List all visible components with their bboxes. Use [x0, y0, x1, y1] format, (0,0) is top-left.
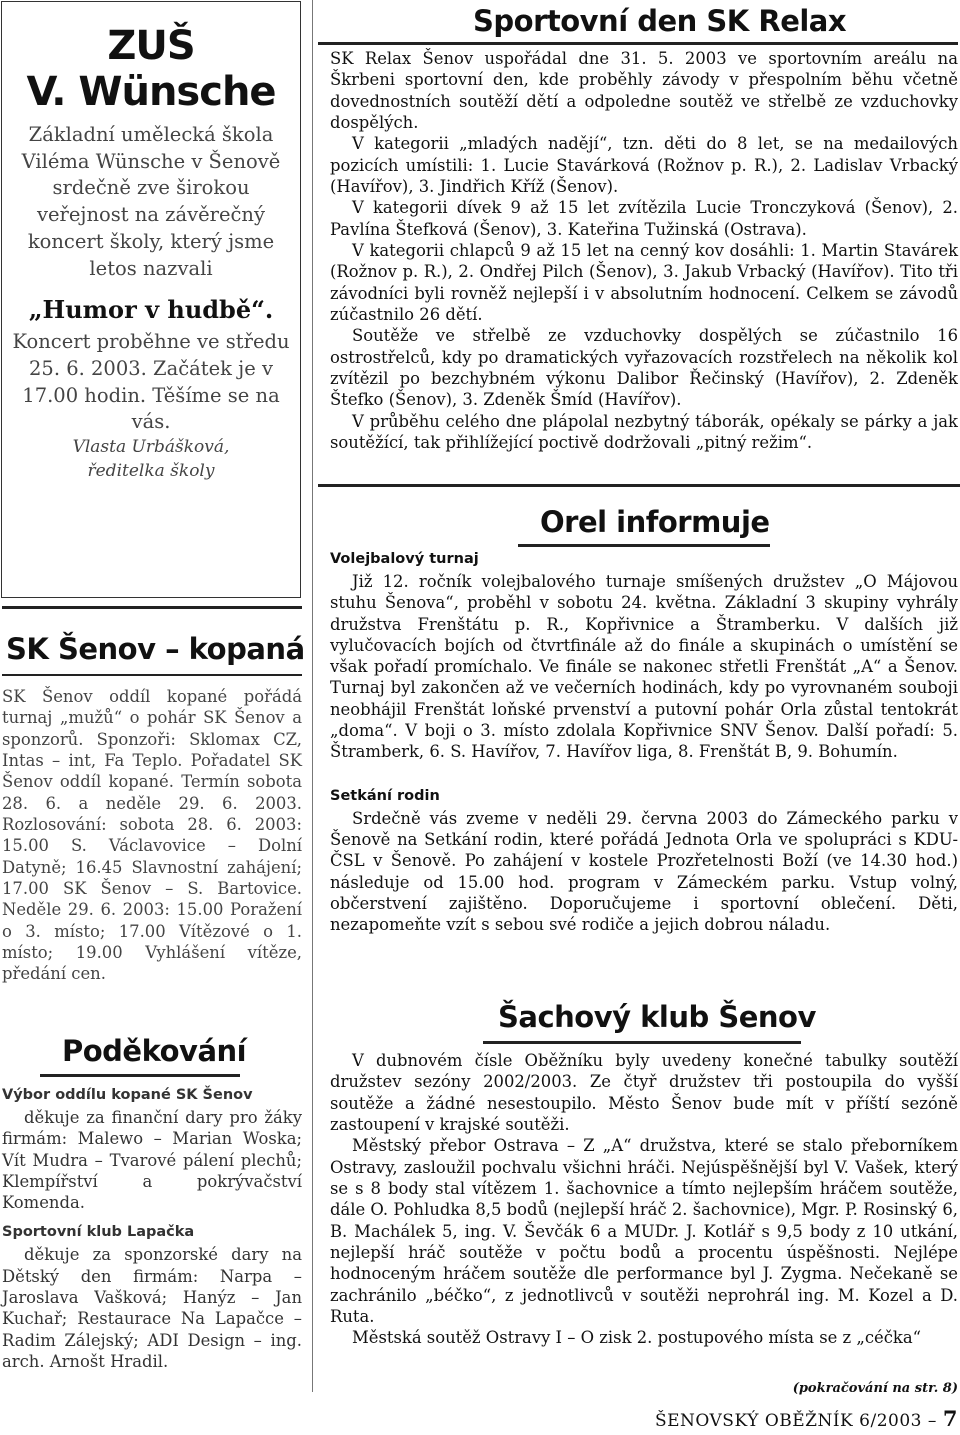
relax-heading: Sportovní den SK Relax — [473, 4, 847, 38]
podekovani-rule — [40, 1074, 240, 1077]
orel-sub1: Volejbalový turnaj — [330, 551, 479, 567]
relax-p2: V kategorii „mladých nadějí“, tzn. děti do 8 let, se na medailových pozicích umístili: 1. Lucie Stavárková (Rožnov p. R.), 2. Ladislav Vrbacký (Havířov), 3. Jindřich Kříž (Šenov). — [330, 134, 958, 196]
zus-title-line1: ZUŠ — [107, 23, 195, 69]
podekovani-heading: Poděkování — [62, 1034, 247, 1068]
sach-rule — [483, 1041, 801, 1044]
relax-p4: V kategorii chlapců 9 až 15 let na cenný kov dosáhli: 1. Martin Stavárek (Rožnov p. R.), 2. Ondřej Pilch (Šenov), 3. Jakub Vrbacký (Havířov). Tito tři závodníci byli rovněž nejlepší i v absolutním hodnocení. Celkem se závodů zúčastnilo 26 dětí. — [330, 240, 958, 324]
kopana-body — [2, 686, 302, 985]
zus-title — [2, 23, 300, 115]
zus-sign-line2: ředitelka školy — [87, 460, 215, 481]
orel-p1: Již 12. ročník volejbalového turnaje smíšených družstev „O Májovou stuhu Šenova“, proběhl v sobotu 24. května. Základní 3 skupiny vyhrály družstva Frenštátu p. R., Kopřivnice a Štramberku. V dalších již vylučovacích bojích od čtvrtfinále až do finále a skupinách o umístění se však pořadí promíchalo. Ve finále se nakonec střetli Frenštát „A“ a Šenov. Turnaj byl zakončen až ve večerních hodinách, kdy po vyrovnaném souboji neobhájil Frenštát loňské prvenství a putovní pohár Orla zůstal tentokrát „doma“. V boji o 3. místo zdolala Kopřivnice SNV Šenov. Další pořadí: 5. Štramberk, 6. S. Havířov, 7. Havířov liga, 8. Frenštát B, 9. Bohumín. — [330, 571, 958, 762]
relax-p5: Soutěže ve střelbě ze vzduchovky dospělých se zúčastnilo 16 ostrostřelců, kdy po dramatických vyřazovacích rozstřelech na několik kol zvítězil po bezchybném výkonu Dalibor Řečinský (Havířov), 2. Zdeněk Štefko (Šenov), 3. Zdeněk Šmíd (Havířov). — [330, 326, 958, 410]
relax-p1: SK Relax Šenov uspořádal dne 31. 5. 2003 ve sportovním areálu na Škrbeni sportovní den, kde proběhly závody v přespolním běhu včetně dovednostních soutěží dětí a odpoledne soutěž ve střelbě ze vzduchovky dospělých. — [330, 49, 958, 132]
zus-sign-line1: Vlasta Urbášková, — [72, 436, 230, 457]
relax-body — [330, 48, 958, 453]
sach-p2: Městský přebor Ostrava – Z „A“ družstva, které se stalo přeborníkem Ostravy, zasloužil pochvalu všichni hráči. Nejúspěšnější byl V. Vašek, který se s 8 body stal vítězem 1. šachovnice a tímto nejlepším hráčem soutěže, dále O. Pohludka 8,5 bodů (nejlepší hráč 2. šachovnice), Mgr. P. Rosinský 6, B. Machálek 5, ing. V. Ševčák 6 a MUDr. J. Kotlář s 9,5 body z 10 utkání, nejlepší hráč soutěže v počtu bodů a procentu úspěšnosti. Nejlépe hodnoceným hráčem soutěže dle performance byl J. Zygma. Nečekaně se zachránilo „béčko“, z jednotlivců v soutěži neprohrál ing. M. Kozel a D. Ruta. — [330, 1136, 958, 1326]
zus-concert-name: „Humor v hudbě“. — [28, 295, 274, 325]
kopana-heading: SK Šenov – kopaná — [6, 632, 305, 666]
podekovani-text2: děkuje za sponzorské dary na Dětský den firmám: Narpa – Jaroslava Vašková; Hanýz – Jan Kuchař; Restaurace Na Lapačce – Radim Zálejský; ADI Design – ing. arch. Arnošt Hradil. — [2, 1245, 302, 1371]
continued-note: (pokračování na str. 8) — [792, 1381, 958, 1396]
page-footer — [655, 1406, 958, 1431]
sach-body — [330, 1050, 958, 1349]
zus-invitation-text — [8, 122, 294, 484]
podekovani-sub2: Sportovní klub Lapačka — [2, 1224, 195, 1241]
podekovani-text1: děkuje za finanční dary pro žáky firmám: Malewo – Marian Woska; Vít Mudra – Tvarové pálení plechů; Klempířství a pokrývačství Komenda. — [2, 1107, 302, 1213]
relax-rule — [318, 42, 958, 45]
orel-sub2: Setkání rodin — [330, 787, 440, 804]
sach-heading: Šachový klub Šenov — [498, 1000, 816, 1034]
zus-invitation-box — [1, 1, 301, 598]
sach-p1: V dubnovém čísle Oběžníku byly uvedeny konečné tabulky soutěží družstev sezóny 2002/2003. Ze čtyř družstev tři postoupila do vyšší soutěže a žádné nesestoupilo. Město Šenov bude mít v příští sezóně zastoupení v krajské soutěži. — [330, 1051, 958, 1134]
page-number: 7 — [942, 1406, 958, 1431]
sach-p3: Městská soutěž Ostravy I – O zisk 2. postupového místa se z „céčka“ — [352, 1328, 921, 1348]
podekovani-sub1: Výbor oddílu kopané SK Šenov — [2, 1087, 253, 1103]
kopana-rule-bottom — [2, 674, 302, 676]
kopana-text: SK Šenov oddíl kopané pořádá turnaj „mužů“ o pohár SK Šenov a sponzorů. Sponzoři: Sklomax CZ, Intas – int, Fa Teplo. Pořadatel SK Šenov oddíl kopané. Termín sobota 28. 6. a neděle 29. 6. 2003. Rozlosování: sobota 28. 6. 2003: 15.00 S. Václavovice – Dolní Datyně; 16.45 Slavnostní zahájení; 17.00 SK Šenov – S. Bartovice. Neděle 29. 6. 2003: 15.00 Poražení o 3. místo; 17.00 Vítězové o 1. místo; 19.00 Vyhlášení vítěze, předání cen. — [2, 687, 302, 984]
kopana-rule-top — [2, 606, 302, 609]
orel-heading: Orel informuje — [540, 505, 770, 539]
zus-text2: Koncert proběhne ve středu 25. 6. 2003. Začátek je v 17.00 hodin. Těšíme se na vás. — [12, 330, 290, 434]
relax-end-rule — [318, 484, 960, 487]
zus-text: Základní umělecká škola Viléma Wünsche v Šenově srdečně zve širokou veřejnost na závěrečný koncert školy, který jsme letos nazvali — [21, 123, 281, 280]
publication-name: ŠENOVSKÝ OBĚŽNÍK 6/2003 – — [654, 1411, 937, 1431]
column-divider — [312, 0, 313, 1392]
relax-p3: V kategorii dívek 9 až 15 let zvítězila Lucie Tronczyková (Šenov), 2. Pavlína Štefková (Šenov), 3. Kateřina Tužinská (Ostrava). — [330, 198, 958, 239]
zus-title-line2: V. Wünsche — [26, 69, 276, 115]
zus-signature — [8, 436, 294, 484]
orel-body — [330, 550, 958, 936]
relax-p6: V průběhu celého dne plápolal nezbytný táborák, opékaly se párky a jak soutěžící, tak přihlížející poctivě dodržovali „pitný režim“. — [330, 411, 958, 452]
orel-rule — [518, 544, 770, 547]
orel-p2: Srdečně vás zveme v neděli 29. června 2003 do Zámeckého parku v Šenově na Setkání rodin, které pořádá Jednota Orla ve spolupráci s KDU-ČSL v Šenově. Po zahájení v kostele Prozřetelnosti Boží (ve 14.30 hod.) následuje od 15.00 hod. program v Zámeckém parku. Vstup volný, občerstvení zajištěno. Doporučujeme i sportovní oblečení. Děti, nezapomeňte vzít s sebou své rodiče a jejich dobrou náladu. — [330, 808, 958, 935]
podekovani-body — [2, 1086, 302, 1372]
